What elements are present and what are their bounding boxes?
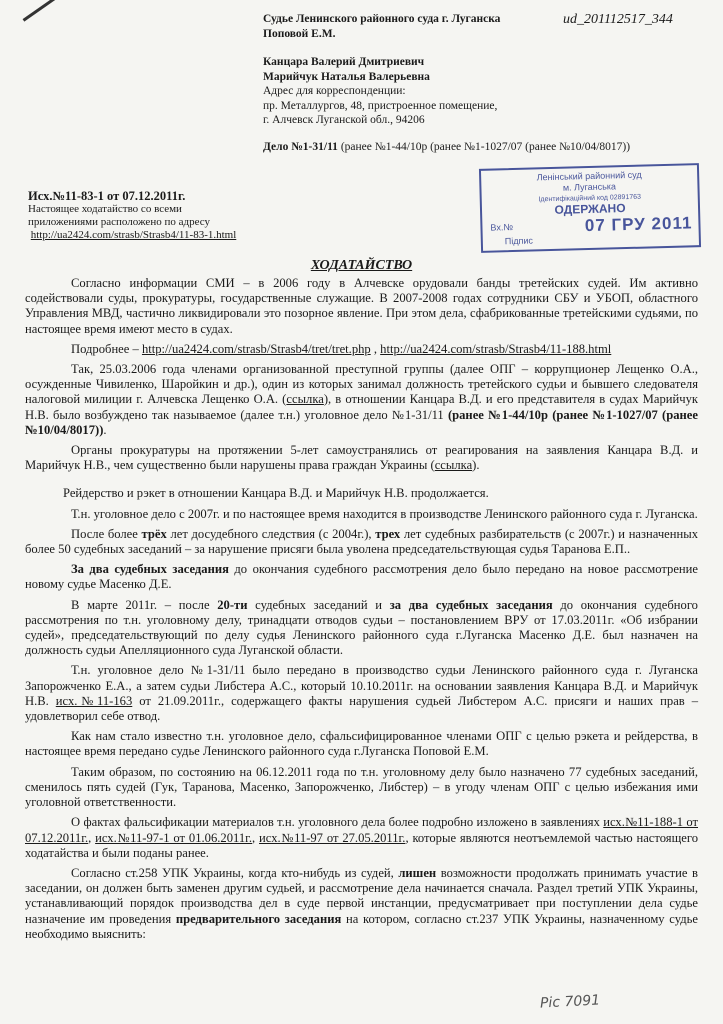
strasb-11-188-link[interactable]: http://ua2424.com/strasb/Strasb4/11-188.html [380,341,612,356]
outgoing-note-2: приложениями расположено по адресу [28,216,210,228]
stamp-in-label: Вх.№ [490,222,514,233]
paragraph-3: Так, 25.03.2006 года членами организованной преступной группы (далее ОПГ – коррупционер Лещенко О.А., осужденные Чивиленко, Шаройкин и др.), один из которых занимал должность третейского судьи и бывшего следователя налоговой милиции г. Алчевска Лещенко О.А. (ссылка), в отношении Канцара В.Д. и его представителя в судах Марийчук Н.В. было возбуждено так называемое (далее т.н.) уголовное дело №1-31/11 (ранее №1-44/10р (ранее №1-1027/07 (ранее №10/04/8017)). [25,362,698,437]
case-number-main: Дело №1-31/11 [263,140,338,153]
court-received-stamp [479,163,701,253]
stamp-date: 07 ГРУ 2011 [584,213,693,236]
corner-mark [23,0,56,22]
outgoing-block [28,190,268,242]
paragraph-5: Рейдерство и рэкет в отношении Канцара В.Д. и Марийчук Н.В. продолжается. [63,486,489,501]
case-number [263,140,631,155]
handwritten-note: Pic 7091 [539,992,601,1012]
outgoing-11-97-1-link[interactable]: исх.№11-97-1 от 01.06.2011г. [95,830,253,845]
sender-1: Канцара Валерий Дмитриевич [263,56,425,68]
document-reference-id: ud_201112517_344 [563,12,673,27]
paragraph-12: Таким образом, по состоянию на 06.12.2011 года по т.н. уголовному делу было назначено 77 судебных заседаний, сменилось пять судей (Гук, Таранова, Масенко, Запорожченко, Либстер) – в угоду членам ОПГ с целью избежания ими уголовной ответственности. [25,764,698,810]
stamp-sign-label: Підпис [504,235,534,247]
stamp-court-name: Ленінський районний суд [536,169,642,183]
addressee-line: Судье Ленинского районного суда г. Луганска [263,13,501,25]
stamp-city: м. Луганська [562,181,617,193]
tret-link[interactable]: http://ua2424.com/strasb/Strasb4/tret/tret.php [141,341,371,356]
document-title: ХОДАТАЙСТВО [310,258,413,273]
address-label: Адрес для корреспонденции: [263,85,406,97]
outgoing-note-1: Настоящее ходатайство со всеми [28,203,182,215]
paragraph-14: Согласно ст.258 УПК Украины, когда кто-нибудь из судей, лишен возможности продолжать принимать участие в заседании, он должен быть заменен другим судьей, и рассмотрение дела начинается сначала. Раздел третий УПК Украины, устанавливающий порядок производства дел в суде первой инстанции, предусматривает при поступлении дела судье назначение им проведения предварительного заседания на котором, согласно ст.237 УПК Украины, назначенному судье необходимо выяснить: [25,865,698,941]
document-body [25,276,698,947]
case-number-previous: (ранее №1-44/10р (ранее №1-1027/07 (ранее №10/04/8017)) [337,140,631,153]
paragraph-13: О фактах фальсификации материалов т.н. уголовного дела более подробно изложено в заявлениях исх.№11-188-1 от 07.12.2011г., исх.№11-97-1 от 01.06.2011г., исх.№11-97 от 27.05.2011г., которые являются неотъемлемой частью настоящего ходатайства и были поданы ранее. [25,815,699,860]
outgoing-11-97-link[interactable]: исх.№11-97 от 27.05.2011г. [259,830,406,845]
paragraph-8: За два судебных заседания до окончания судебного рассмотрения дело было передано на новое рассмотрение новому судье Масенко Д.Е. [25,562,698,592]
reference-link-2[interactable]: ссылка [434,458,473,473]
sender-2: Марийчук Наталья Валерьевна [263,70,430,83]
outgoing-url-link[interactable]: http://ua2424.com/strasb/Strasb4/11-83-1.html [30,229,237,241]
paragraph-10: Т.н. уголовное дело №1-31/11 было передано в производство судьи Ленинского районного суда г. Луганска Запорожченко Е.А., а затем судьи Либстера А.С., который 10.10.2011г. на основании заявления Канцара В.Д. и Марийчук Н.В. исх.№11-163 от 21.09.2011г., содержащего факты нарушения судьей Либстером А.С. присяги и наших прав – удовлетворил себе отвод. [25,663,699,724]
outgoing-11-188-1-link[interactable]: исх.№11-188-1 от 07.12.2011г. [25,815,699,845]
address-line-2: г. Алчевск Луганской обл., 94206 [263,114,425,126]
stamp-id-code: Ідентифікаційний код 02891763 [538,193,642,204]
addressee-judge: Поповой Е.М. [263,27,336,40]
paragraph-4: Органы прокуратуры на протяжении 5-лет самоустранялись от реагирования на заявления Канцара В.Д. и Марийчук Н.В., чем существенно были нарушены права граждан Украины (ссылка). [25,443,698,473]
outgoing-number: Исх.№11-83-1 от 07.12.2011г. [28,189,186,203]
reference-link-1[interactable]: ссылка [286,392,324,407]
stamp-received: ОДЕРЖАНО [554,201,626,217]
address-line-1: пр. Металлургов, 48, пристроенное помещение, [263,99,498,112]
paragraph-9: В марте 2011г. – после 20-ти судебных заседаний и за два судебных заседания до окончания судебного рассмотрения по т.н. уголовному делу, тринадцати отводов судьи – постановлением ВРУ от 17.03.2011г. «Об избрании судей», председательствующий по делу судья Ленинского районного суда г.Луганска Масенко Д.Е. был назначен на должность судьи Апелляционного суда Луганской области. [25,597,698,658]
paragraph-11: Как нам стало известно т.н. уголовное дело, сфальсифицированное членами ОПГ с целью рэкета и рейдерства, в настоящее время передано судье Ленинского районного суда г.Луганска Поповой Е.М. [25,729,698,759]
paragraph-7: После более трёх лет досудебного следствия (с 2004г.), трех лет судебных разбирательств (с 2007г.) и назначенных более 50 судебных заседаний – за нарушение присяги была уволена председательствующая судья Таранова Е.П.. [25,526,698,557]
outgoing-11-163-link[interactable]: исх.№11-163 [55,693,133,708]
paragraph-6: Т.н. уголовное дело с 2007г. и по настоящее время находится в производстве Ленинского районного суда г. Луганска. [71,506,698,521]
paragraph-2: Подробнее – http://ua2424.com/strasb/Strasb4/tret/tret.php , http://ua2424.com/strasb/Strasb4/11-188.html [71,341,612,356]
paragraph-1: Согласно информации СМИ – в 2006 году в Алчевске орудовали банды третейских судей. Им активно содействовали суды, прокуратуры, государственные служащие. В 2007-2008 годах сотрудники СБУ и УБОП, областного Управления МВД, частично ликвидировали это позорное явление. При этом дела, сфабрикованные третейскими судьями, по настоящее время имеют место в судах. [25,276,698,336]
